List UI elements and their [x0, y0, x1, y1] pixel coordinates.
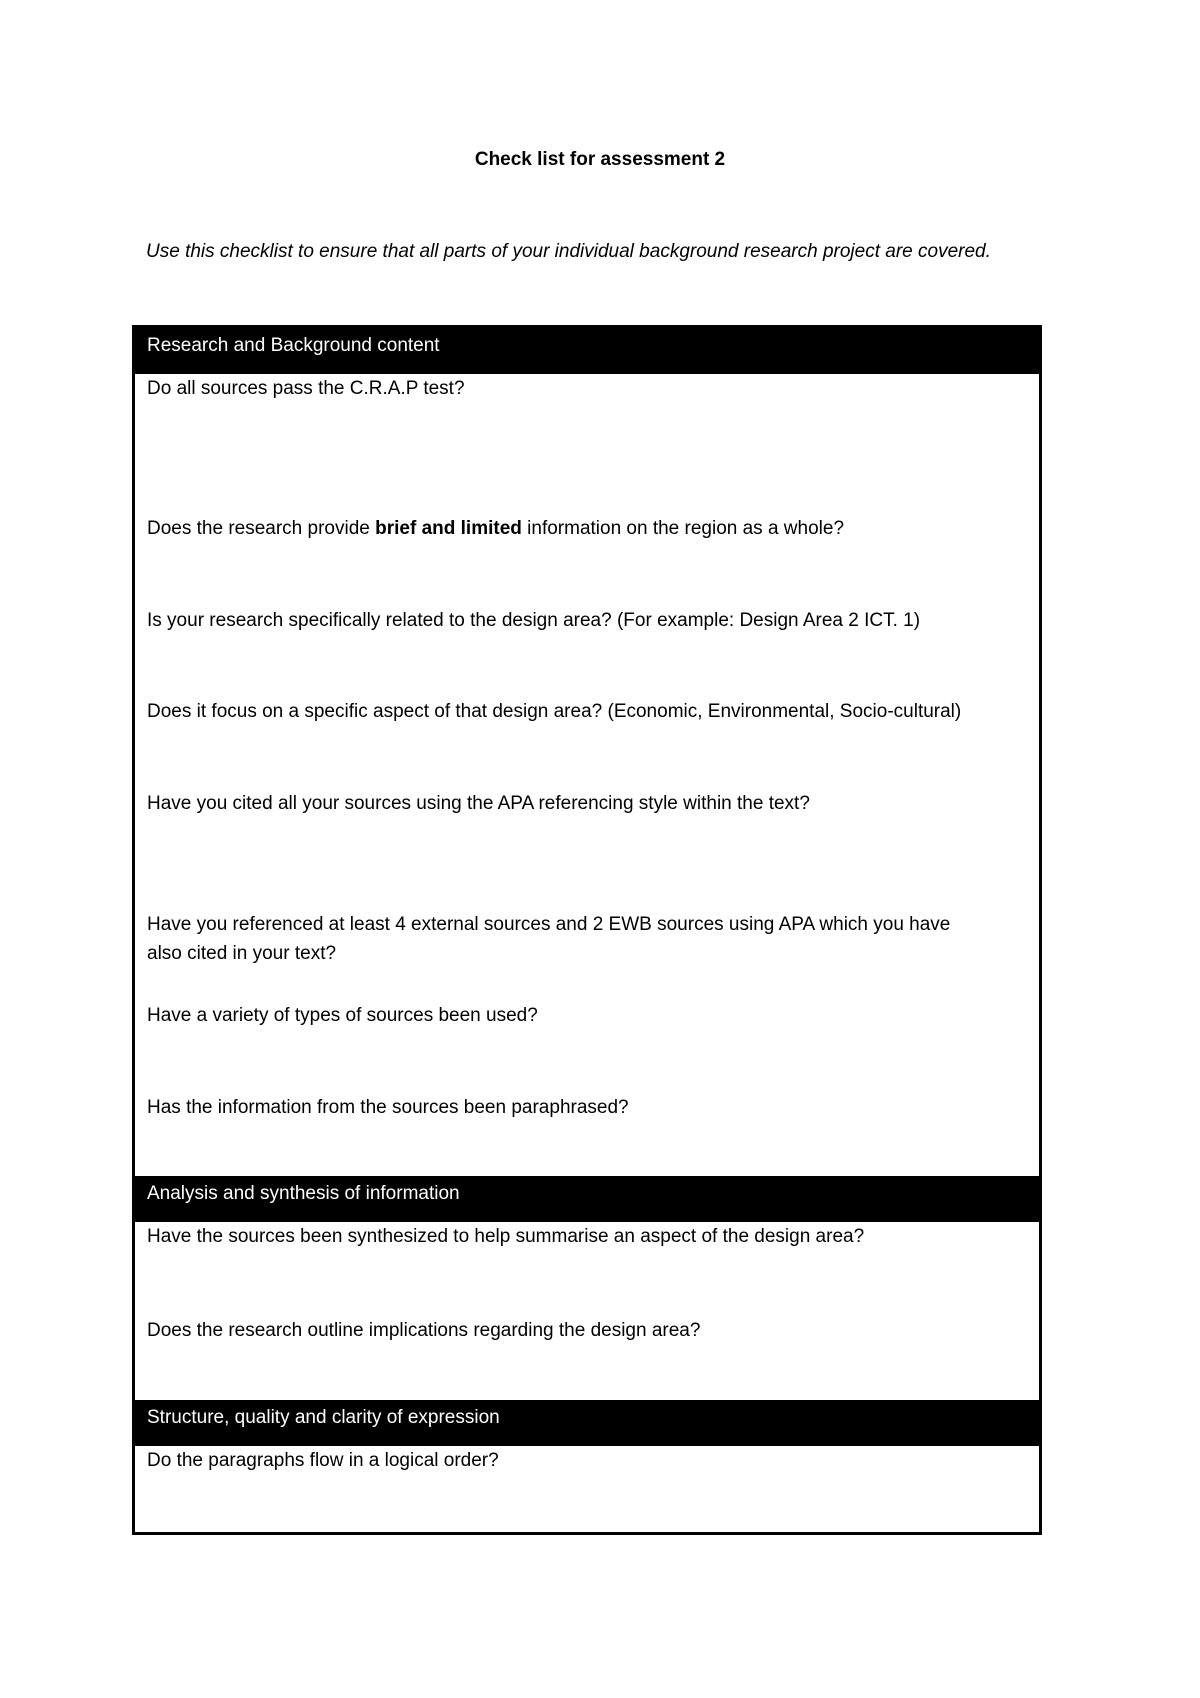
section-analysis-synthesis — [135, 1176, 1039, 1400]
checklist-item: Have you cited all your sources using the APA referencing style within the text? — [147, 793, 810, 814]
checklist-item: Have the sources been synthesized to help summarise an aspect of the design area? — [147, 1226, 865, 1247]
checklist-item: Do the paragraphs flow in a logical order? — [147, 1450, 499, 1471]
checklist-item: Is your research specifically related to the design area? (For example: Design Area 2 ICT. 1) — [147, 610, 921, 631]
checklist-item: Does the research provide brief and limited information on the region as a whole? — [147, 518, 845, 539]
section-header: Analysis and synthesis of information — [135, 1176, 1039, 1222]
instructions-text: Use this checklist to ensure that all parts of your individual background research project are covered. — [146, 241, 991, 262]
checklist-item: Does the research outline implications regarding the design area? — [147, 1320, 701, 1341]
checklist-item: Have you referenced at least 4 external sources and 2 EWB sources using APA which you have also cited in your text? — [147, 914, 951, 964]
section-research-background — [135, 328, 1039, 1176]
checklist-table — [132, 325, 1042, 1535]
checklist-item: Do all sources pass the C.R.A.P test? — [147, 378, 465, 399]
page-title: Check list for assessment 2 — [474, 149, 726, 170]
checklist-item: Has the information from the sources been paraphrased? — [147, 1097, 629, 1118]
section-header: Structure, quality and clarity of expression — [135, 1400, 1039, 1446]
section-structure-quality — [135, 1400, 1039, 1532]
emphasis-text: brief and limited — [375, 518, 522, 539]
checklist-item: Does it focus on a specific aspect of that design area? (Economic, Environmental, Socio-cultural) — [147, 701, 962, 722]
checklist-item: Have a variety of types of sources been used? — [147, 1005, 538, 1026]
section-header: Research and Background content — [135, 328, 1039, 374]
